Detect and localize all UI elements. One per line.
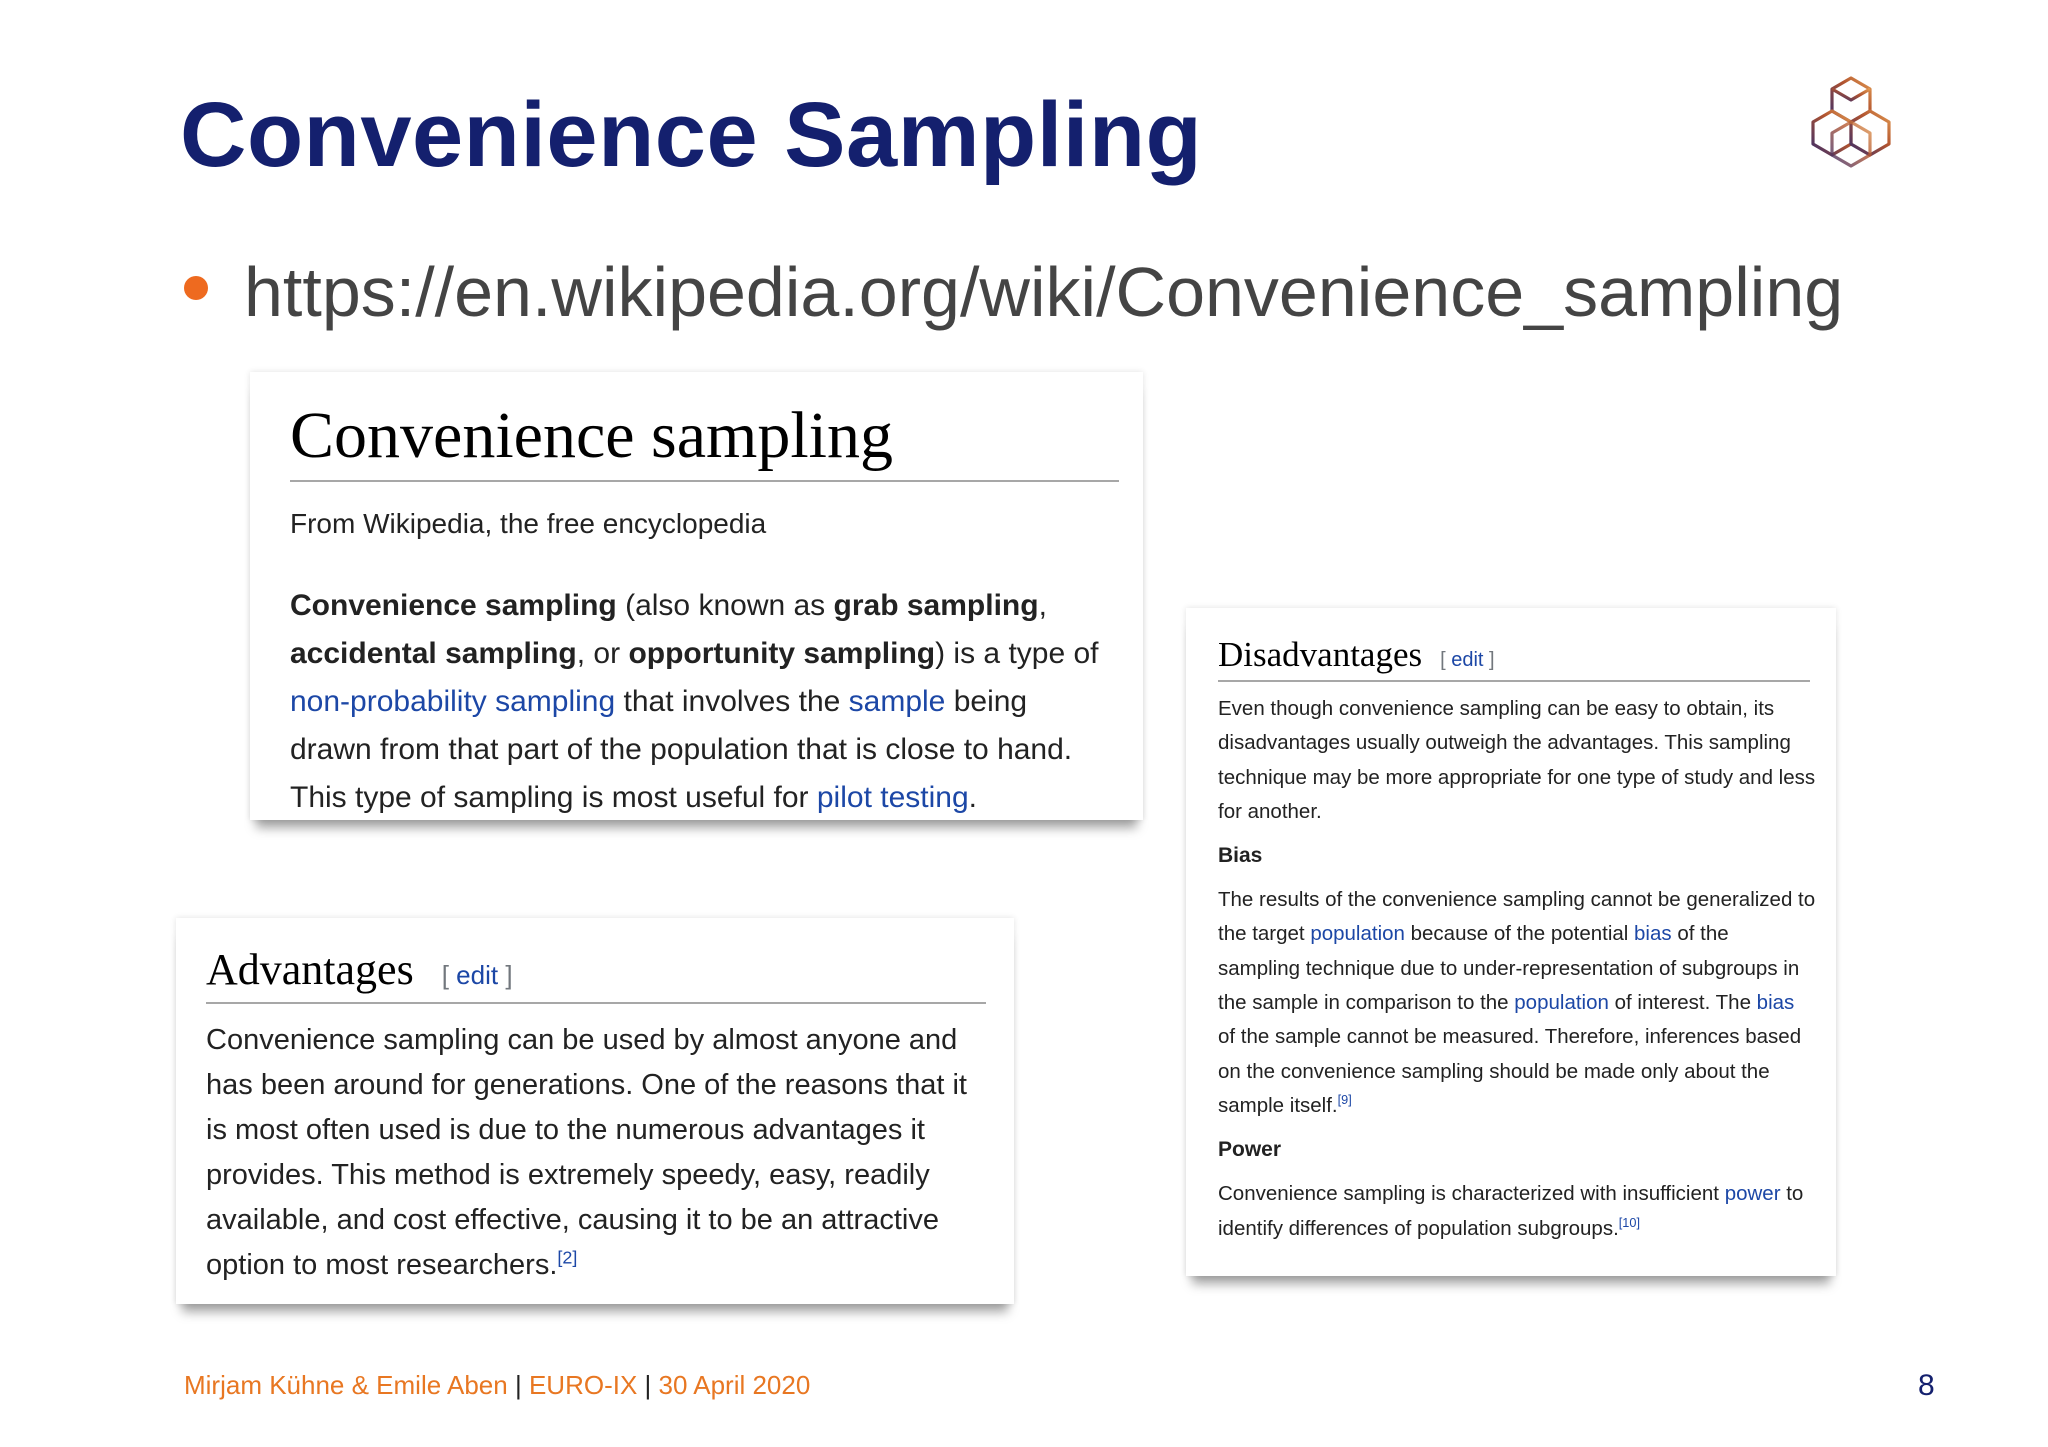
link-pilot-testing[interactable]: pilot testing xyxy=(816,781,969,814)
text: being drawn from that part of the population that is close to hand. This type of sampling is most useful for xyxy=(290,685,1073,814)
advantages-text xyxy=(206,1018,986,1288)
footer-separator: | xyxy=(644,1370,652,1400)
wiki-intro-card xyxy=(250,372,1143,820)
wiki-lead-paragraph xyxy=(290,582,1113,822)
wiki-tagline: From Wikipedia, the free encyclopedia xyxy=(290,508,767,539)
page-number: 8 xyxy=(1918,1369,1935,1402)
advantages-heading: Advantages xyxy=(206,945,414,994)
text: that involves the xyxy=(615,685,849,718)
bold-term: opportunity sampling xyxy=(628,637,936,670)
wikipedia-url[interactable]: https://en.wikipedia.org/wiki/Convenience_sampling xyxy=(244,253,1844,331)
edit-link[interactable]: edit xyxy=(456,960,499,990)
bracket: ] xyxy=(1483,649,1495,671)
link-bias[interactable]: bias xyxy=(1634,922,1672,946)
citation-link[interactable]: [9] xyxy=(1337,1092,1352,1108)
wiki-title-row xyxy=(290,398,1119,482)
wiki-article-title: Convenience sampling xyxy=(290,399,894,472)
link-sample[interactable]: sample xyxy=(848,685,946,718)
link-power[interactable]: power xyxy=(1724,1182,1781,1206)
bracket: ] xyxy=(498,960,513,990)
bias-subheading: Bias xyxy=(1218,844,1263,868)
text: of the sampling technique due to under-representation of subgroups in the sample in comparison to the xyxy=(1218,922,1800,1015)
text: , or xyxy=(576,637,629,670)
bold-term: grab sampling xyxy=(833,589,1039,622)
bias-text xyxy=(1218,883,1816,1123)
footer-authors: Mirjam Kühne & Emile Aben xyxy=(184,1370,508,1400)
power-subheading: Power xyxy=(1218,1138,1282,1162)
edit-section xyxy=(442,960,513,991)
footer-event: EURO-IX xyxy=(528,1370,638,1400)
text: (also known as xyxy=(616,589,834,622)
disadvantages-card xyxy=(1186,608,1836,1276)
text: ) is a type of xyxy=(935,637,1099,670)
link-population[interactable]: population xyxy=(1310,922,1405,946)
edit-link[interactable]: edit xyxy=(1451,649,1484,671)
link-non-probability-sampling[interactable]: non-probability sampling xyxy=(290,685,616,718)
text: Convenience sampling can be used by almost anyone and has been around for generations. One of the reasons that it is most often used is due to the numerous advantages it provides. This method is extremely speedy, easy, readily available, and cost effective, causing it to be an attractive option to most researchers. xyxy=(206,1024,967,1281)
bold-term: accidental sampling xyxy=(290,637,577,670)
bracket: [ xyxy=(1440,649,1452,671)
power-text xyxy=(1218,1177,1816,1246)
bracket: [ xyxy=(441,960,457,990)
text: of the sample cannot be measured. Therefore, inferences based on the convenience sampling should be made only about the sample itself. xyxy=(1218,1025,1802,1117)
footer-separator: | xyxy=(514,1370,522,1400)
citation-link[interactable]: [10] xyxy=(1618,1214,1640,1230)
bullet-dot xyxy=(184,276,208,300)
bold-term: Convenience sampling xyxy=(290,589,617,622)
link-population[interactable]: population xyxy=(1514,991,1609,1015)
footer-date: 30 April 2020 xyxy=(658,1370,811,1400)
hexagon-cubes-logo xyxy=(1798,76,1904,182)
slide-title: Convenience Sampling xyxy=(180,84,1203,186)
link-bias[interactable]: bias xyxy=(1756,991,1795,1015)
slide-footer xyxy=(184,1368,810,1402)
disadvantages-heading: Disadvantages xyxy=(1218,635,1423,674)
text: of interest. The xyxy=(1608,991,1757,1015)
advantages-card xyxy=(176,918,1014,1304)
edit-section xyxy=(1440,649,1495,672)
text: because of the potential xyxy=(1404,922,1635,946)
text: , xyxy=(1038,589,1047,622)
disadvantages-intro: Even though convenience sampling can be easy to obtain, its disadvantages usually outweigh the advantages. This sampling technique may be more appropriate for one type of study and less for another. xyxy=(1218,697,1816,823)
advantages-heading-row xyxy=(206,942,986,1004)
text: The results of the convenience sampling cannot be generalized to the target xyxy=(1218,888,1816,946)
text: Convenience sampling is characterized with insufficient xyxy=(1218,1182,1725,1206)
text: . xyxy=(968,781,977,814)
citation-link[interactable]: [2] xyxy=(557,1247,578,1268)
disadvantages-heading-row xyxy=(1218,632,1810,682)
text: to identify differences of population subgroups. xyxy=(1218,1182,1804,1240)
